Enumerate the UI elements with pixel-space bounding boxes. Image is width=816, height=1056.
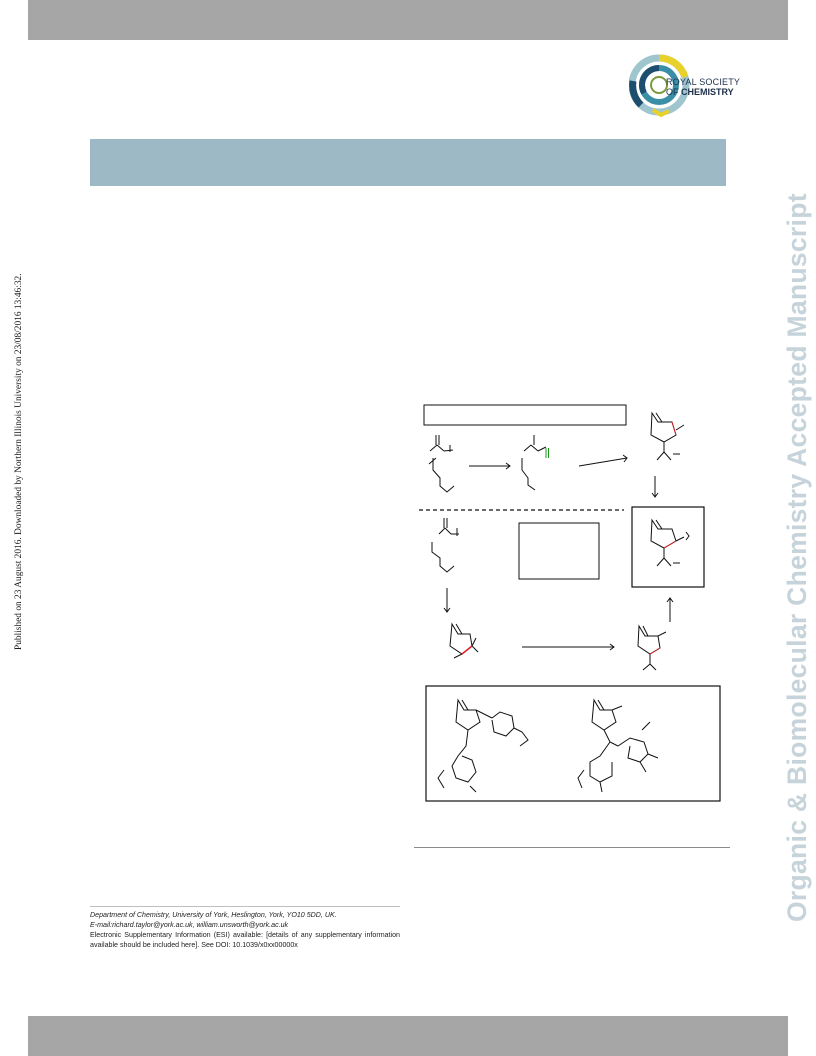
logo-line-2-bold: CHEMISTRY (681, 87, 734, 97)
section-rule (414, 847, 730, 848)
product-box (632, 507, 704, 587)
footnote-emails: E-mail:richard.taylor@york.ac.uk, william.unsworth@york.ac.uk (90, 921, 289, 929)
structure-5 (651, 520, 689, 566)
arrow-6 (667, 598, 673, 622)
natural-products-box (426, 686, 720, 801)
arrow-1 (469, 463, 510, 469)
footer-bar (28, 1016, 788, 1056)
reaction-scheme (414, 400, 734, 810)
footnote-affiliation: Department of Chemistry, University of York, Heslington, York, YO10 5DD, UK. (90, 911, 337, 919)
logo-wordmark (666, 77, 740, 97)
download-notice: Published on 23 August 2016. Downloaded by Northern Illinois University on 23/08/2016 13:46:32. (14, 273, 24, 650)
structure-8 (438, 700, 528, 792)
arrow-2 (579, 455, 627, 466)
footnote-rule (90, 906, 400, 907)
arrow-4 (444, 588, 450, 612)
condition-box (519, 523, 599, 579)
footnote (90, 910, 400, 950)
arrow-3 (652, 476, 658, 497)
logo-line-1: ROYAL SOCIETY (666, 77, 741, 87)
structure-2 (522, 435, 549, 490)
article-type-banner (90, 139, 726, 186)
journal-watermark: Organic & Biomolecular Chemistry Accepted Manuscript (782, 193, 812, 922)
scheme-title-box (424, 405, 626, 425)
footnote-esi: Electronic Supplementary Information (ESI) available: [details of any supplementary information available should be included here]. See DOI: 10.1039/x0xx00000x (90, 931, 400, 949)
structure-7 (638, 626, 666, 670)
structure-9 (578, 700, 658, 792)
structure-4 (432, 518, 459, 572)
logo-line-2-prefix: OF (666, 87, 679, 97)
structure-3 (651, 413, 684, 460)
structure-1 (429, 435, 454, 492)
structure-6 (450, 624, 478, 658)
header-bar (28, 0, 788, 40)
arrow-5 (522, 644, 614, 650)
